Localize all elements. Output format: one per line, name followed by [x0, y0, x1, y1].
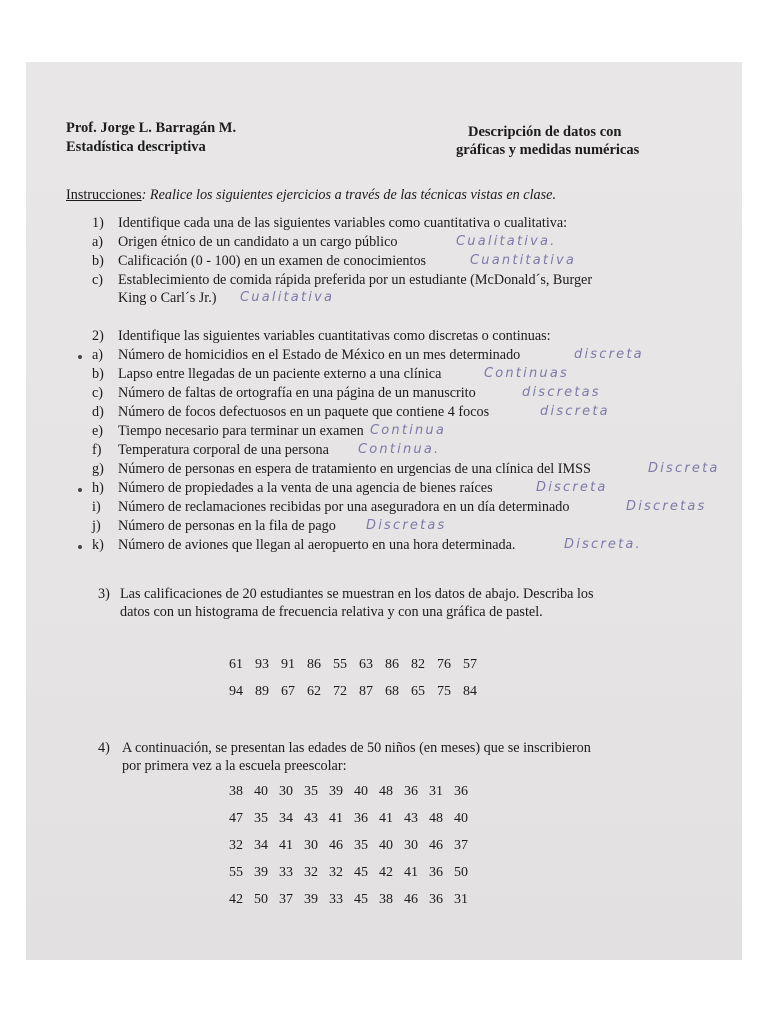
data-value: 62	[307, 684, 321, 699]
data-value: 63	[359, 657, 373, 672]
q3-number: 3)	[98, 586, 110, 602]
q4-data-row	[229, 784, 479, 800]
data-value: 39	[329, 784, 343, 799]
q2-item-text: Lapso entre llegadas de un paciente externo a una clínica	[118, 366, 442, 382]
q2-prompt: Identifique las siguientes variables cuantitativas como discretas o continuas:	[118, 328, 551, 344]
q2-answer-handwritten: Continua.	[358, 442, 441, 457]
data-value: 33	[279, 865, 293, 880]
instructions-text: : Realice los siguientes ejercicios a través de las técnicas vistas en clase.	[141, 187, 557, 203]
q2-answer-handwritten: Discretas	[626, 499, 707, 514]
data-value: 34	[254, 838, 268, 853]
data-value: 40	[454, 811, 468, 826]
data-value: 41	[404, 865, 418, 880]
q1-number: 1)	[92, 215, 104, 231]
q1-item-letter: a)	[92, 234, 104, 250]
data-value: 87	[359, 684, 373, 699]
data-value: 46	[429, 838, 443, 853]
q2-item-text: Número de homicidios en el Estado de México en un mes determinado	[118, 347, 521, 363]
q2-item-letter: d)	[92, 404, 104, 420]
data-value: 32	[329, 865, 343, 880]
data-value: 46	[404, 892, 418, 907]
data-value: 55	[333, 657, 347, 672]
data-value: 91	[281, 657, 295, 672]
data-value: 61	[229, 657, 243, 672]
q4-data-row	[229, 838, 479, 854]
data-value: 40	[379, 838, 393, 853]
data-value: 76	[437, 657, 451, 672]
data-value: 36	[404, 784, 418, 799]
q4-data-row	[229, 811, 479, 827]
q1-item-letter: b)	[92, 253, 104, 269]
q2-item-letter: c)	[92, 385, 104, 401]
data-value: 72	[333, 684, 347, 699]
data-value: 35	[304, 784, 318, 799]
data-value: 86	[385, 657, 399, 672]
q2-answer-handwritten: Discreta	[536, 480, 608, 495]
data-value: 48	[429, 811, 443, 826]
data-value: 50	[254, 892, 268, 907]
worksheet-page	[26, 62, 742, 960]
q2-item-letter: a)	[92, 347, 104, 363]
q2-answer-handwritten: Discretas	[366, 518, 447, 533]
q2-item-letter: g)	[92, 461, 104, 477]
q2-item-letter: f)	[92, 442, 102, 458]
q2-item-letter: e)	[92, 423, 104, 439]
data-value: 38	[379, 892, 393, 907]
q1-item-text: Calificación (0 - 100) en un examen de conocimientos	[118, 253, 427, 269]
margin-dot-mark	[78, 545, 82, 549]
data-value: 67	[281, 684, 295, 699]
data-value: 33	[329, 892, 343, 907]
q3-data-row	[229, 657, 489, 673]
data-value: 31	[454, 892, 468, 907]
margin-dot-mark	[78, 488, 82, 492]
q2-answer-handwritten: Discreta	[648, 461, 720, 476]
data-value: 41	[279, 838, 293, 853]
data-value: 55	[229, 865, 243, 880]
data-value: 46	[329, 838, 343, 853]
data-value: 37	[279, 892, 293, 907]
q2-item-text: Tiempo necesario para terminar un examen	[118, 423, 364, 439]
data-value: 50	[454, 865, 468, 880]
q1-answer-handwritten: Cualitativa	[240, 290, 335, 305]
worksheet-title-line2: gráficas y medidas numéricas	[456, 142, 640, 158]
q2-answer-handwritten: discretas	[522, 385, 601, 400]
q2-item-letter: h)	[92, 480, 104, 496]
data-value: 84	[463, 684, 477, 699]
data-value: 40	[354, 784, 368, 799]
data-value: 32	[304, 865, 318, 880]
q1-item-text: Origen étnico de un candidato a un cargo público	[118, 234, 398, 250]
data-value: 42	[379, 865, 393, 880]
q2-item-text: Número de propiedades a la venta de una agencia de bienes raíces	[118, 480, 493, 496]
data-value: 93	[255, 657, 269, 672]
q1-item-text-continued: King o Carl´s Jr.)	[118, 290, 217, 306]
data-value: 30	[304, 838, 318, 853]
data-value: 86	[307, 657, 321, 672]
data-value: 82	[411, 657, 425, 672]
q2-item-text: Número de reclamaciones recibidas por una aseguradora en un día determinado	[118, 499, 570, 515]
data-value: 48	[379, 784, 393, 799]
q4-number: 4)	[98, 740, 110, 756]
data-value: 68	[385, 684, 399, 699]
instructions	[66, 187, 556, 204]
q1-prompt: Identifique cada una de las siguientes variables como cuantitativa o cualitativa:	[118, 215, 568, 231]
data-value: 34	[279, 811, 293, 826]
q3-prompt-line2: datos con un histograma de frecuencia relativa y con una gráfica de pastel.	[120, 604, 543, 620]
data-value: 42	[229, 892, 243, 907]
q2-item-letter: j)	[92, 518, 101, 534]
q2-item-text: Temperatura corporal de una persona	[118, 442, 329, 458]
data-value: 35	[254, 811, 268, 826]
q2-number: 2)	[92, 328, 104, 344]
data-value: 43	[404, 811, 418, 826]
q1-answer-handwritten: Cualitativa.	[456, 234, 557, 249]
data-value: 30	[279, 784, 293, 799]
data-value: 39	[254, 865, 268, 880]
data-value: 39	[304, 892, 318, 907]
q2-answer-handwritten: Continua	[370, 423, 447, 438]
data-value: 41	[329, 811, 343, 826]
q2-item-letter: i)	[92, 499, 101, 515]
q2-item-text: Número de focos defectuosos en un paquete que contiene 4 focos	[118, 404, 490, 420]
course-name: Estadística descriptiva	[66, 139, 206, 155]
data-value: 45	[354, 892, 368, 907]
q2-item-letter: b)	[92, 366, 104, 382]
data-value: 37	[454, 838, 468, 853]
data-value: 32	[229, 838, 243, 853]
q2-answer-handwritten: discreta	[574, 347, 644, 362]
data-value: 38	[229, 784, 243, 799]
author-name: Prof. Jorge L. Barragán M.	[66, 120, 237, 136]
q2-item-text: Número de faltas de ortografía en una página de un manuscrito	[118, 385, 476, 401]
data-value: 30	[404, 838, 418, 853]
data-value: 36	[354, 811, 368, 826]
q1-item-letter: c)	[92, 272, 104, 288]
q2-answer-handwritten: Continuas	[484, 366, 569, 381]
q4-prompt-line1: A continuación, se presentan las edades de 50 niños (en meses) que se inscribieron	[122, 740, 591, 756]
q2-item-text: Número de personas en la fila de pago	[118, 518, 336, 534]
data-value: 35	[354, 838, 368, 853]
data-value: 31	[429, 784, 443, 799]
data-value: 89	[255, 684, 269, 699]
q4-data-row	[229, 865, 479, 881]
q1-item-text: Establecimiento de comida rápida preferida por un estudiante (McDonald´s, Burger	[118, 272, 593, 288]
data-value: 40	[254, 784, 268, 799]
instructions-label: Instrucciones	[66, 187, 142, 203]
q2-item-text: Número de personas en espera de tratamiento en urgencias de una clínica del IMSS	[118, 461, 591, 477]
q4-data-row	[229, 892, 479, 908]
worksheet-title-line1: Descripción de datos con	[468, 124, 622, 140]
data-value: 36	[429, 865, 443, 880]
margin-dot-mark	[78, 355, 82, 359]
data-value: 36	[454, 784, 468, 799]
data-value: 47	[229, 811, 243, 826]
q2-item-letter: k)	[92, 537, 104, 553]
q4-prompt-line2: por primera vez a la escuela preescolar:	[122, 758, 347, 774]
q1-answer-handwritten: Cuantitativa	[470, 253, 577, 268]
q3-data-row	[229, 684, 489, 700]
q2-answer-handwritten: Discreta.	[564, 537, 642, 552]
q3-prompt-line1: Las calificaciones de 20 estudiantes se muestran en los datos de abajo. Describa los	[120, 586, 594, 602]
data-value: 43	[304, 811, 318, 826]
data-value: 36	[429, 892, 443, 907]
data-value: 57	[463, 657, 477, 672]
data-value: 45	[354, 865, 368, 880]
q2-item-text: Número de aviones que llegan al aeropuerto en una hora determinada.	[118, 537, 516, 553]
data-value: 65	[411, 684, 425, 699]
q2-answer-handwritten: discreta	[540, 404, 610, 419]
data-value: 41	[379, 811, 393, 826]
data-value: 75	[437, 684, 451, 699]
data-value: 94	[229, 684, 243, 699]
